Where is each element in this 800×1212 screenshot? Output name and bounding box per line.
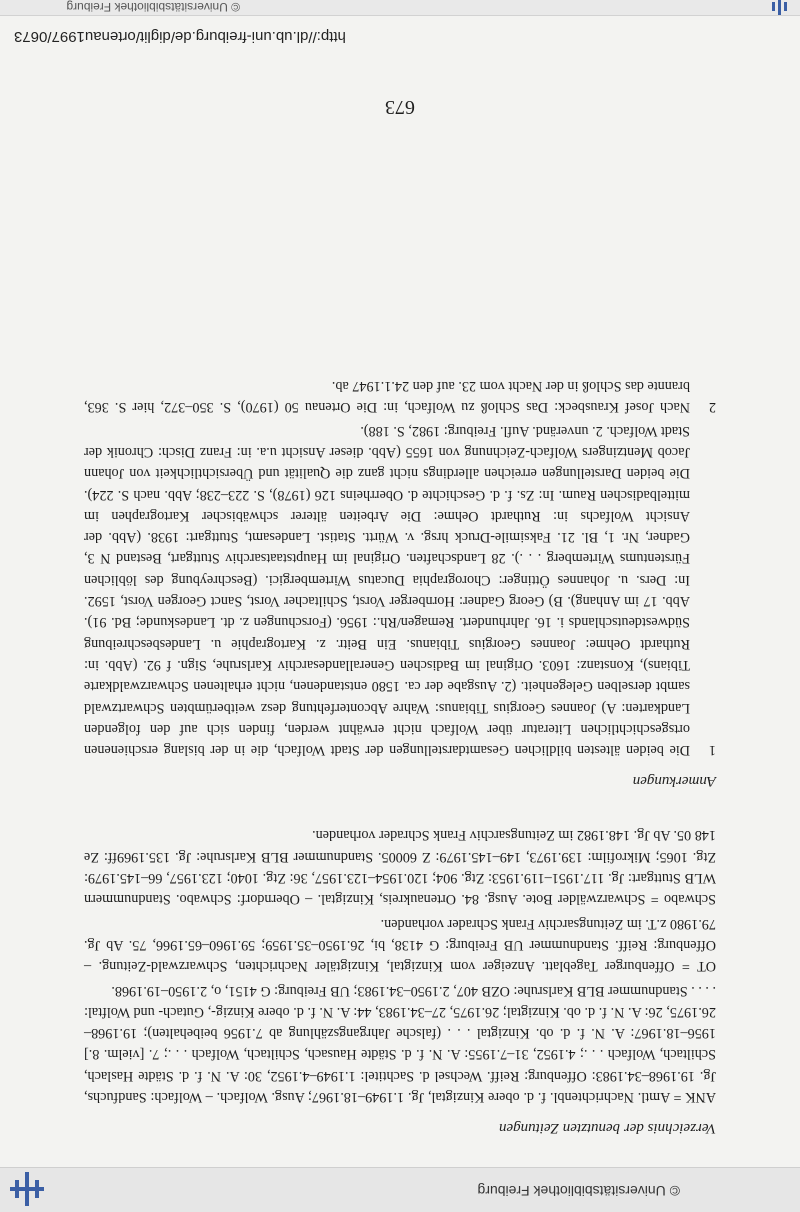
section-heading: Verzeichnis der benutzten Zeitungen (498, 1120, 716, 1136)
entry-description: = Schwarzwälder Bote. Ausg. 84. Ortenaukreis, Kinzigtal. – Oberndorf: Schwabo. Standnummern WLB Stuttgart: Jg. 117.1951–119.1953: Ztg. 904; 120.1954–123.1957, 36: Ztg. 1040; 123.1957, 66–145.1979: Ztg. 1065; Mikrofilm: 139.1973, 149–145.1979: Z 60005. Standnummer BLB Karlsruhe: Jg. 135.1969ff: Ze 148 05. Ab Jg. 148.1982 im Zeitungsarchiv Frank Schrader vorhanden. (83, 827, 716, 908)
newspaper-entry (84, 912, 716, 976)
source-url[interactable] (0, 19, 800, 45)
page-content (84, 373, 716, 1136)
library-logo-icon (10, 1172, 44, 1206)
viewer-header (0, 1167, 800, 1212)
entry-abbreviation: Schwabo (658, 891, 716, 908)
source-url-text[interactable]: http://dl.ub.uni-freiburg.de/diglit/ortenau1997/0673 (14, 28, 346, 45)
entry-description: = Offenburger Tageblatt. Anzeiger vom Kinzigtal, Kinzigtäler Nachrichten, Schwarzwald-Zeitung. – Offenburg: Reiff. Standnummer UB Freiburg: G 4138, bi, 26.1950–35.1959; 59.1960–65.1966, 75. Ab Jg. 79.1980 z.T. im Zeitungsarchiv Frank Schrader vorhanden. (84, 915, 716, 975)
page-number: 673 (385, 96, 415, 118)
header-credit: © Universitätsbibliothek Freiburg (477, 1183, 680, 1199)
entry-abbreviation: OT (689, 958, 716, 975)
footnote-number: 1 (708, 742, 716, 759)
footer-credit: © Universitätsbibliothek Freiburg (66, 0, 240, 14)
notes-heading: Anmerkungen (632, 773, 716, 790)
entry-description: = Amtl. Nachrichtenbl. f. d. obere Kinzigtal, Jg. 1.1949–18.1967; Ausg. Wolfach. – Wolfach: Sandfuchs, Jg. 19.1968–34.1983: Offenburg: Reiff. Wechsel d. Sachtitel: 1.1949–4.1952, 30: A. N. f. d. Städte Haslach, Schiltach, Wolfach . . .; 4.1952, 31–7.1955: A. N. f. d. Städte Hausach, Schiltach, Wolfach . . .; 7. [vielm. 8.] 1956–18.1967: A. N. f. d. ob. Kinzigtal . . . (falsche Jahrgangszählung ab 7.1956 beibehalten); 19.1968–26.1975, 26: A. N. f. d. ob. Kinzigtal; 26.1975, 27–34.1983, 44: A. N. f. d. obere Kinzig-, Gutach- und Wolftal: . . . . Standnummer BLB Karlsruhe: OZB 407, 2.1950–34.1983; UB Freiburg: G 4151, o, 2.1950–19.1968. (84, 982, 716, 1105)
newspaper-entry (84, 824, 716, 909)
entry-abbreviation: ANK (681, 1089, 716, 1105)
footnote-number: 2 (708, 399, 716, 416)
footnote-text: Die beiden ältesten bildlichen Gesamtdarstellungen der Stadt Wolfach, die in der bislang erschienenen ortsgeschichtlichen Literatur über Wolfach nicht erwähnt werden, finden sich auf den folgenden Landkarten: A) Joannes Georgius Tibianus: Wahre Abconterfehtung desz weitberümbten Schwartzwald sambt derselben Gelegenheit. (2. Ausgabe der ca. 1580 entstandenen, nicht erhaltenen Schwarzwaldkarte Tibians), Konstanz: 1603. Original im Badischen Generallandesarchiv Karlsruhe, Sign. f 92. (Abb. in: Ruthardt Oehme: Joannes Georgius Tibianus. Ein Beitr. z. Kartographie u. Landesbeschreibung Südwestdeutschlands i. 16. Jahrhundert. Remagen/Rh.: 1956. (Forschungen z. dt. Landeskunde; Bd. 91). Abb. 17 im Anhang). B) Georg Gadner: Hornberger Vorst, Schiltacher Vorst, Sanct Georgen Vorst, 1592. In: Ders. u. Johannes Öttinger: Chorographia Ducatus Wirtembergici. (Beschreybung des löblichen Fürstentums Wirtemberg . . .). 28 Landschaften. Original im Hauptstaatsarchiv Stuttgart, Bestand N 3, Gadner, Nr. 1, Bl. 21. Faksimile-Druck hrsg. v. Württ. Statist. Landesamt, Stuttgart: 1938. (Abb. der Ansicht Wolfachs in: Ruthardt Oehme: Die Arbeiten älterer schwäbischer Kartographen im mittelbadischen Raum. In: Zs. f. d. Geschichte d. Oberrheins 126 (1978), S. 223–238; Abb. nach S. 224). Die beiden Darstellungen erreichen allerdings nicht ganz die Qualität und Übersichtlichkeit von Johann Jacob Mentzingers Wolfach-Zeichnung von 1655 (Abb. dieser Ansicht u.a. in: Franz Disch: Chronik der Stadt Wolfach. 2. unveränd. Aufl. Freiburg: 1982, S. 188). (84, 422, 690, 759)
viewer-footer (0, 0, 800, 16)
footnote-text: Nach Josef Krausbeck: Das Schloß zu Wolfach, in: Die Ortenau 50 (1970), S. 350–372, hier S. 363, brannte das Schloß in der Nacht vom 23. auf den 24.1.1947 ab. (84, 378, 690, 416)
footnote (84, 375, 716, 418)
library-logo-icon (768, 0, 790, 15)
footnote (84, 419, 716, 760)
newspaper-entry (84, 979, 716, 1107)
